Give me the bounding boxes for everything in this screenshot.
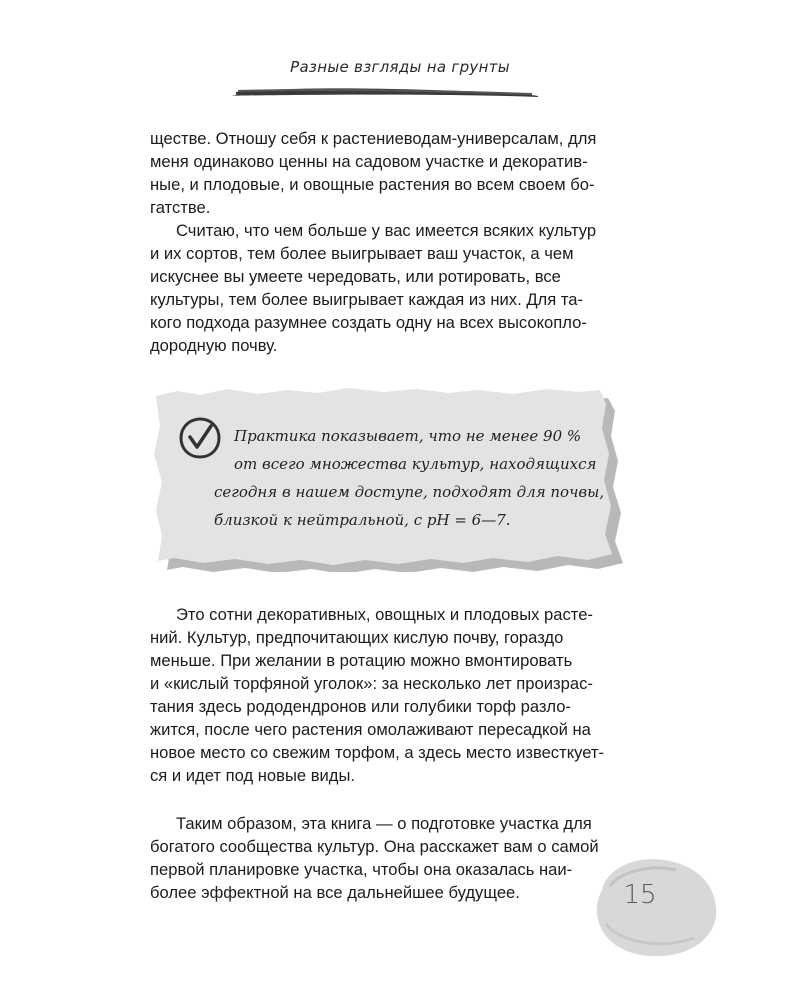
paragraph-2-line: дородную почву.	[150, 336, 278, 355]
page-number-badge	[590, 850, 720, 960]
paragraph-4	[150, 812, 620, 904]
paragraph-4-line: богатого сообщества культур. Она расскажет вам о самой	[150, 837, 599, 856]
paragraph-2-line: культуры, тем более выигрывает каждая из них. Для та-	[150, 290, 584, 309]
note-callout	[148, 386, 624, 572]
paragraph-2-line: и их сортов, тем более выигрывает ваш участок, а чем	[150, 244, 574, 263]
paragraph-1	[150, 127, 620, 219]
header-brush-stroke	[232, 84, 542, 98]
paragraph-3-line: Это сотни декоративных, овощных и плодовых расте-	[176, 605, 593, 624]
paragraph-3-line: ся и идет под новые виды.	[150, 766, 356, 785]
note-line: близкой к нейтральной, с pH = 6—7.	[214, 511, 511, 529]
paragraph-4-line: первой планировке участка, чтобы она оказалась наи-	[150, 860, 573, 879]
paragraph-3	[150, 603, 620, 787]
paragraph-1-line: гатстве.	[150, 198, 211, 217]
running-title: Разные взгляды на грунты	[290, 58, 510, 76]
paragraph-1-line: ные, и плодовые, и овощные растения во всем своем бо-	[150, 175, 595, 194]
note-line: Практика показывает, что не менее 90 %	[234, 427, 582, 445]
paragraph-1-line: меня одинаково ценны на садовом участке и декоратив-	[150, 152, 588, 171]
note-line: сегодня в нашем доступе, подходят для почвы,	[214, 483, 605, 501]
paragraph-2-line: Считаю, что чем больше у вас имеется всяких культур	[176, 221, 597, 240]
paragraph-3-line: меньше. При желании в ротацию можно вмонтировать	[150, 651, 573, 670]
note-text	[214, 422, 614, 534]
paragraph-3-line: тания здесь рододендронов или голубики торф разло-	[150, 697, 571, 716]
paragraph-2-line: искуснее вы умеете чередовать, или ротировать, все	[150, 267, 561, 286]
paragraph-3-line: и «кислый торфяной уголок»: за несколько лет произрас-	[150, 674, 593, 693]
paragraph-2	[150, 219, 620, 357]
paragraph-3-line: ний. Культур, предпочитающих кислую почву, гораздо	[150, 628, 564, 647]
paragraph-2-line: кого подхода разумнее создать одну на всех высокопло-	[150, 313, 587, 332]
page-number: 15	[623, 880, 657, 910]
note-line: от всего множества культур, находящихся	[234, 455, 597, 473]
paragraph-3-line: жится, после чего растения омолаживают пересадкой на	[150, 720, 591, 739]
paragraph-1-line: ществе. Отношу себя к растениеводам-универсалам, для	[150, 129, 597, 148]
paragraph-4-line: Таким образом, эта книга — о подготовке участка для	[176, 814, 592, 833]
paragraph-4-line: более эффектной на все дальнейшее будущее.	[150, 883, 520, 902]
paragraph-3-line: новое место со свежим торфом, а здесь место известкует-	[150, 743, 605, 762]
